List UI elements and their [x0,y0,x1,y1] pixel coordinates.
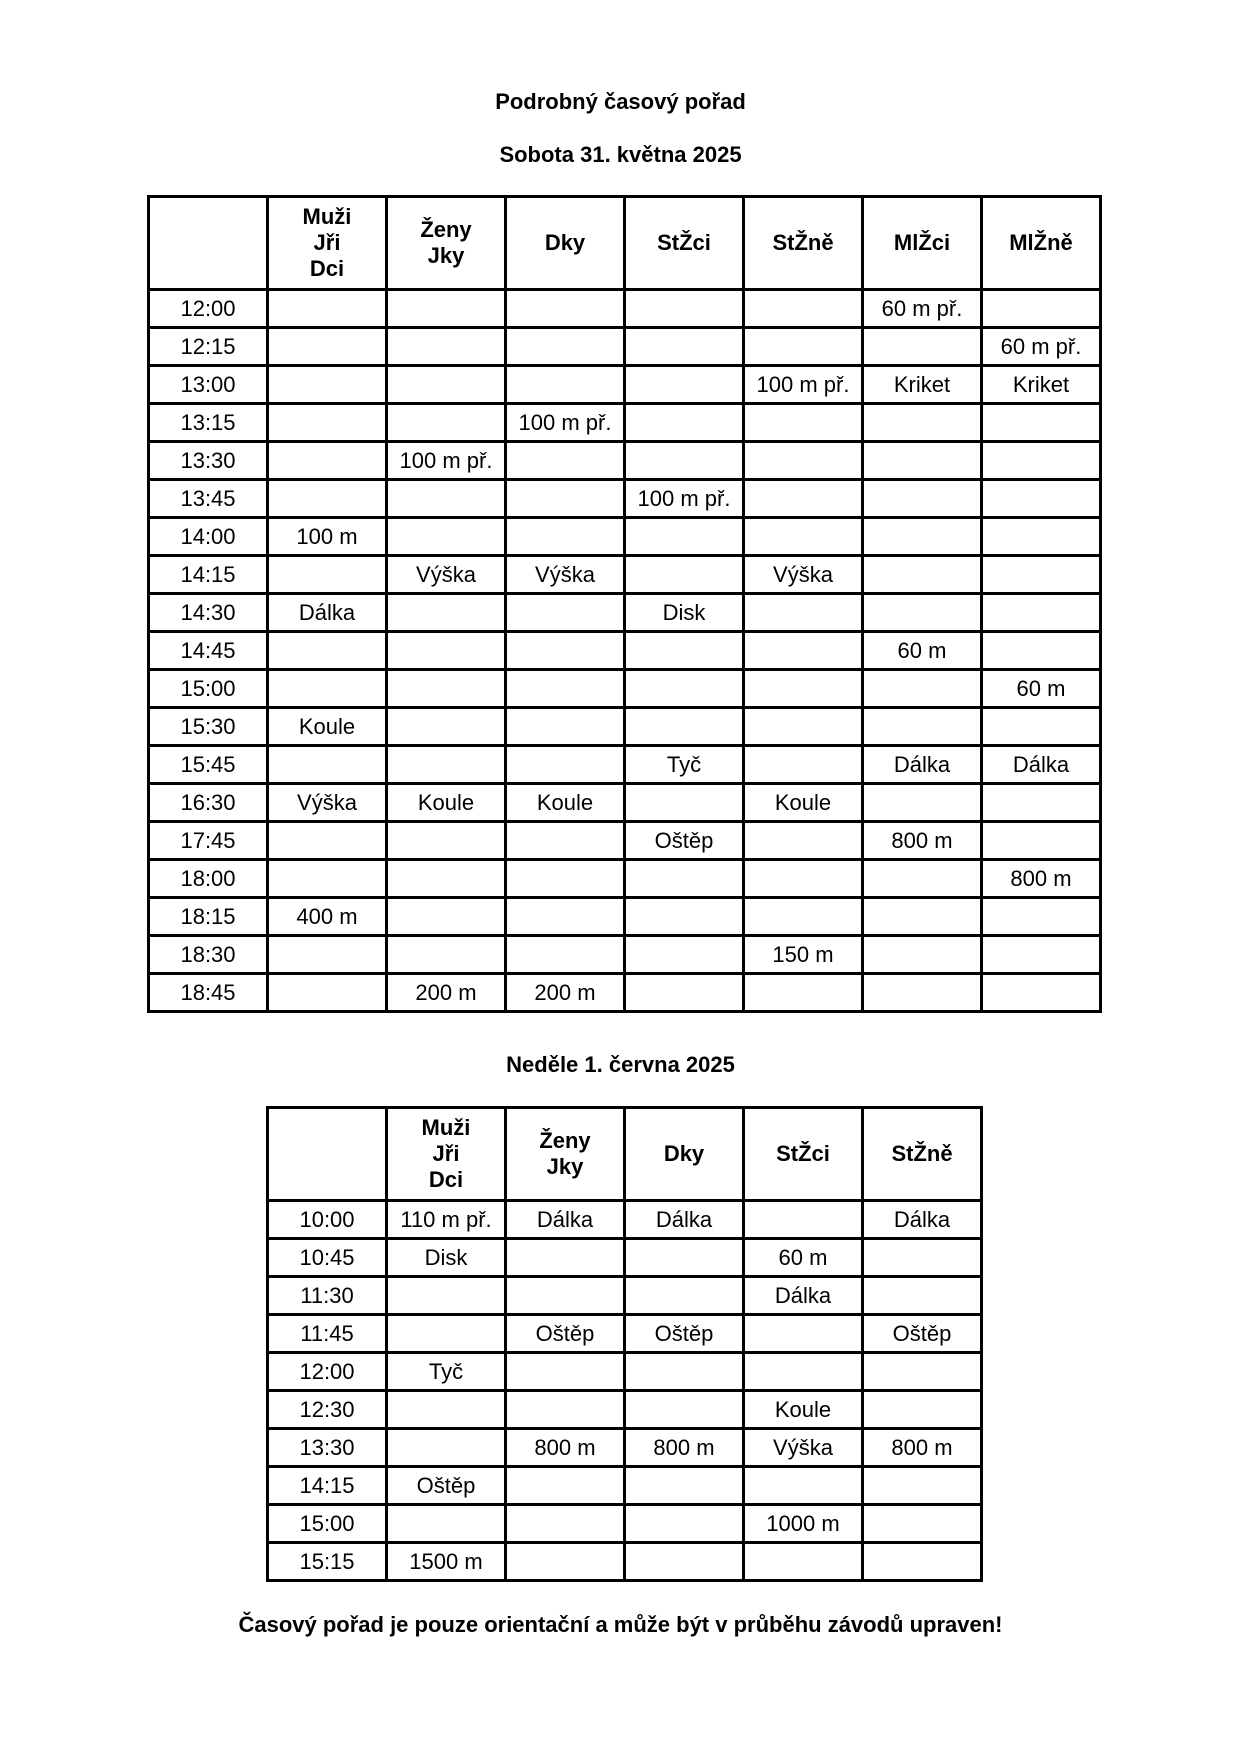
table-row [149,632,1101,670]
event-cell [982,632,1101,670]
event-cell [863,518,982,556]
event-cell: Tyč [387,1353,506,1391]
event-cell [625,328,744,366]
column-header-line: Dky [663,1141,705,1166]
event-cell: Kriket [863,366,982,404]
event-cell [744,328,863,366]
event-cell: 100 m [268,518,387,556]
event-cell [863,1505,982,1543]
event-cell [863,898,982,936]
sunday-heading: Neděle 1. června 2025 [506,1052,735,1077]
time-cell: 14:15 [268,1467,387,1505]
event-cell [506,594,625,632]
event-cell: 800 m [982,860,1101,898]
event-cell [744,822,863,860]
event-cell: 200 m [506,974,625,1012]
event-cell [268,556,387,594]
footer-note: Časový pořad je pouze orientační a může být v průběhu závodů upraven! [238,1612,1003,1637]
event-cell [268,860,387,898]
event-cell: Oštěp [625,822,744,860]
table-row [149,936,1101,974]
event-cell [982,974,1101,1012]
event-cell: 60 m [982,670,1101,708]
column-header-time [149,197,268,290]
column-header-line: StŽci [657,230,711,255]
sunday-schedule-table [266,1106,983,1582]
event-cell [506,670,625,708]
event-cell: Koule [744,784,863,822]
event-cell [982,822,1101,860]
event-cell [982,290,1101,328]
header-row [268,1108,982,1201]
event-cell [982,708,1101,746]
table-row [149,974,1101,1012]
event-cell: 100 m př. [387,442,506,480]
event-cell [506,1505,625,1543]
event-cell: Oštěp [863,1315,982,1353]
column-header-line: Jři [313,230,341,255]
event-cell [387,328,506,366]
column-header [625,1108,744,1201]
time-cell: 13:30 [268,1429,387,1467]
time-cell: 12:15 [149,328,268,366]
column-header-line: Jři [432,1141,460,1166]
table-row [149,670,1101,708]
time-cell: 15:00 [268,1505,387,1543]
table-row [149,746,1101,784]
event-cell [625,442,744,480]
event-cell [387,936,506,974]
event-cell [863,670,982,708]
table-row [149,290,1101,328]
column-header [744,1108,863,1201]
event-cell [863,1543,982,1581]
event-cell [982,936,1101,974]
event-cell [744,518,863,556]
event-cell: Výška [387,556,506,594]
saturday-heading: Sobota 31. května 2025 [499,142,742,167]
event-cell: 150 m [744,936,863,974]
document-title: Podrobný časový pořad [495,89,746,114]
column-header [744,197,863,290]
column-header-line: Muži [302,204,352,229]
event-cell [982,480,1101,518]
event-cell: 60 m př. [982,328,1101,366]
event-cell: 60 m př. [863,290,982,328]
event-cell [744,594,863,632]
column-header [982,197,1101,290]
event-cell: Dálka [863,746,982,784]
event-cell [387,1277,506,1315]
table-row [268,1201,982,1239]
table-row [149,328,1101,366]
event-cell [863,1467,982,1505]
event-cell [506,860,625,898]
event-cell [625,708,744,746]
event-cell [625,1543,744,1581]
event-cell: Dálka [625,1201,744,1239]
time-cell: 18:00 [149,860,268,898]
event-cell [625,366,744,404]
event-cell: 800 m [863,1429,982,1467]
table-row [149,594,1101,632]
table-row [268,1391,982,1429]
event-cell [387,366,506,404]
column-header [387,1108,506,1201]
table-row [268,1277,982,1315]
event-cell [387,860,506,898]
event-cell [268,290,387,328]
event-cell [625,974,744,1012]
table-row [149,860,1101,898]
event-cell [506,1543,625,1581]
event-cell [387,822,506,860]
event-cell [268,936,387,974]
event-cell [268,328,387,366]
event-cell [744,1543,863,1581]
event-cell [982,404,1101,442]
column-header-line: StŽci [776,1141,830,1166]
event-cell [982,518,1101,556]
header-row [149,197,1101,290]
event-cell [625,784,744,822]
event-cell [744,708,863,746]
event-cell [863,328,982,366]
event-cell [744,746,863,784]
table-row [268,1429,982,1467]
column-header [863,1108,982,1201]
event-cell [982,898,1101,936]
event-cell: Oštěp [387,1467,506,1505]
table-row [149,366,1101,404]
table-row [268,1353,982,1391]
event-cell [744,1467,863,1505]
event-cell: 400 m [268,898,387,936]
time-cell: 14:00 [149,518,268,556]
event-cell: 60 m [863,632,982,670]
column-header-line: Jky [427,243,465,268]
event-cell [268,442,387,480]
column-header-line: MlŽně [1009,230,1073,255]
time-cell: 13:15 [149,404,268,442]
event-cell [387,1391,506,1429]
event-cell [506,936,625,974]
column-header-line: StŽně [891,1141,953,1166]
event-cell [506,822,625,860]
event-cell [863,556,982,594]
event-cell [268,822,387,860]
event-cell [506,1277,625,1315]
table-row [149,898,1101,936]
table-row [268,1315,982,1353]
event-cell: Výška [744,1429,863,1467]
event-cell [268,480,387,518]
event-cell [744,1201,863,1239]
column-header-line: Muži [421,1115,471,1140]
time-cell: 15:30 [149,708,268,746]
column-header-line: Dky [544,230,586,255]
event-cell [744,480,863,518]
time-cell: 14:30 [149,594,268,632]
event-cell [625,898,744,936]
event-cell [744,860,863,898]
event-cell: Koule [387,784,506,822]
event-cell [744,1353,863,1391]
event-cell: Oštěp [625,1315,744,1353]
column-header-line: Dci [428,1167,464,1192]
event-cell: 1000 m [744,1505,863,1543]
event-cell [387,898,506,936]
event-cell [387,404,506,442]
table-row [149,480,1101,518]
event-cell [268,746,387,784]
time-cell: 15:00 [149,670,268,708]
time-cell: 15:45 [149,746,268,784]
event-cell: Dálka [268,594,387,632]
event-cell [268,404,387,442]
event-cell [982,442,1101,480]
table-row [268,1239,982,1277]
event-cell [387,1505,506,1543]
event-cell [625,1505,744,1543]
time-cell: 18:30 [149,936,268,974]
event-cell [863,1391,982,1429]
event-cell [387,594,506,632]
event-cell [387,290,506,328]
event-cell [744,290,863,328]
event-cell [625,1391,744,1429]
event-cell: Koule [506,784,625,822]
event-cell [744,670,863,708]
event-cell [506,442,625,480]
column-header-line: Jky [546,1154,584,1179]
time-cell: 14:45 [149,632,268,670]
event-cell: 800 m [625,1429,744,1467]
event-cell [387,518,506,556]
event-cell [625,404,744,442]
column-header [506,197,625,290]
table-row [149,784,1101,822]
event-cell [744,442,863,480]
time-cell: 15:15 [268,1543,387,1581]
event-cell: 1500 m [387,1543,506,1581]
event-cell [506,366,625,404]
event-cell: Koule [744,1391,863,1429]
time-cell: 11:30 [268,1277,387,1315]
table-row [268,1543,982,1581]
event-cell: Tyč [625,746,744,784]
saturday-schedule-table [147,195,1102,1013]
event-cell [506,1391,625,1429]
column-header-line: MlŽci [893,230,951,255]
event-cell: Výška [506,556,625,594]
event-cell [506,1353,625,1391]
time-cell: 12:00 [268,1353,387,1391]
time-cell: 18:15 [149,898,268,936]
table-row [149,518,1101,556]
event-cell [625,632,744,670]
event-cell [863,708,982,746]
event-cell [744,898,863,936]
event-cell [744,1315,863,1353]
event-cell [387,1315,506,1353]
event-cell [863,442,982,480]
event-cell: 800 m [863,822,982,860]
event-cell [387,480,506,518]
event-cell [506,480,625,518]
column-header-line: Ženy [539,1128,591,1153]
event-cell [625,556,744,594]
event-cell [268,632,387,670]
time-cell: 12:00 [149,290,268,328]
table-row [149,442,1101,480]
table-row [149,708,1101,746]
event-cell [625,1277,744,1315]
time-cell: 10:45 [268,1239,387,1277]
event-cell [982,784,1101,822]
time-cell: 18:45 [149,974,268,1012]
event-cell [863,860,982,898]
event-cell: 800 m [506,1429,625,1467]
column-header-line: Ženy [420,217,472,242]
event-cell: Oštěp [506,1315,625,1353]
event-cell [387,1429,506,1467]
event-cell [506,1467,625,1505]
event-cell [863,1353,982,1391]
event-cell: Dálka [863,1201,982,1239]
time-cell: 13:00 [149,366,268,404]
event-cell [863,1277,982,1315]
column-header [625,197,744,290]
time-cell: 13:45 [149,480,268,518]
event-cell [625,1239,744,1277]
event-cell [268,974,387,1012]
event-cell [744,404,863,442]
event-cell: Disk [387,1239,506,1277]
event-cell [982,594,1101,632]
column-header [506,1108,625,1201]
time-cell: 10:00 [268,1201,387,1239]
event-cell: 60 m [744,1239,863,1277]
event-cell [387,670,506,708]
event-cell [863,1239,982,1277]
event-cell [268,366,387,404]
time-cell: 14:15 [149,556,268,594]
event-cell [625,936,744,974]
event-cell [625,670,744,708]
event-cell [863,594,982,632]
column-header-line: StŽně [772,230,834,255]
event-cell [625,1353,744,1391]
event-cell [506,898,625,936]
event-cell [506,632,625,670]
event-cell: 100 m př. [744,366,863,404]
event-cell [863,784,982,822]
time-cell: 12:30 [268,1391,387,1429]
table-row [149,822,1101,860]
time-cell: 16:30 [149,784,268,822]
event-cell [625,518,744,556]
event-cell: Dálka [982,746,1101,784]
event-cell: 100 m př. [506,404,625,442]
event-cell [387,746,506,784]
time-cell: 11:45 [268,1315,387,1353]
event-cell: Kriket [982,366,1101,404]
table-row [149,404,1101,442]
event-cell: Dálka [744,1277,863,1315]
event-cell [744,974,863,1012]
column-header-line: Dci [309,256,345,281]
event-cell [625,860,744,898]
column-header [387,197,506,290]
event-cell [387,632,506,670]
time-cell: 17:45 [149,822,268,860]
event-cell [863,974,982,1012]
event-cell: Výška [744,556,863,594]
time-cell: 13:30 [149,442,268,480]
event-cell: Koule [268,708,387,746]
event-cell [982,556,1101,594]
column-header [268,197,387,290]
event-cell [506,708,625,746]
event-cell [268,670,387,708]
event-cell [506,518,625,556]
event-cell: Dálka [506,1201,625,1239]
event-cell [506,328,625,366]
event-cell: Disk [625,594,744,632]
event-cell: 110 m př. [387,1201,506,1239]
event-cell [506,1239,625,1277]
event-cell: 200 m [387,974,506,1012]
event-cell: Výška [268,784,387,822]
table-row [268,1467,982,1505]
table-row [149,556,1101,594]
event-cell [506,290,625,328]
event-cell [744,632,863,670]
table-row [268,1505,982,1543]
event-cell: 100 m př. [625,480,744,518]
event-cell [625,290,744,328]
event-cell [863,404,982,442]
event-cell [863,480,982,518]
event-cell [506,746,625,784]
column-header [863,197,982,290]
event-cell [863,936,982,974]
event-cell [387,708,506,746]
event-cell [625,1467,744,1505]
column-header-time [268,1108,387,1201]
